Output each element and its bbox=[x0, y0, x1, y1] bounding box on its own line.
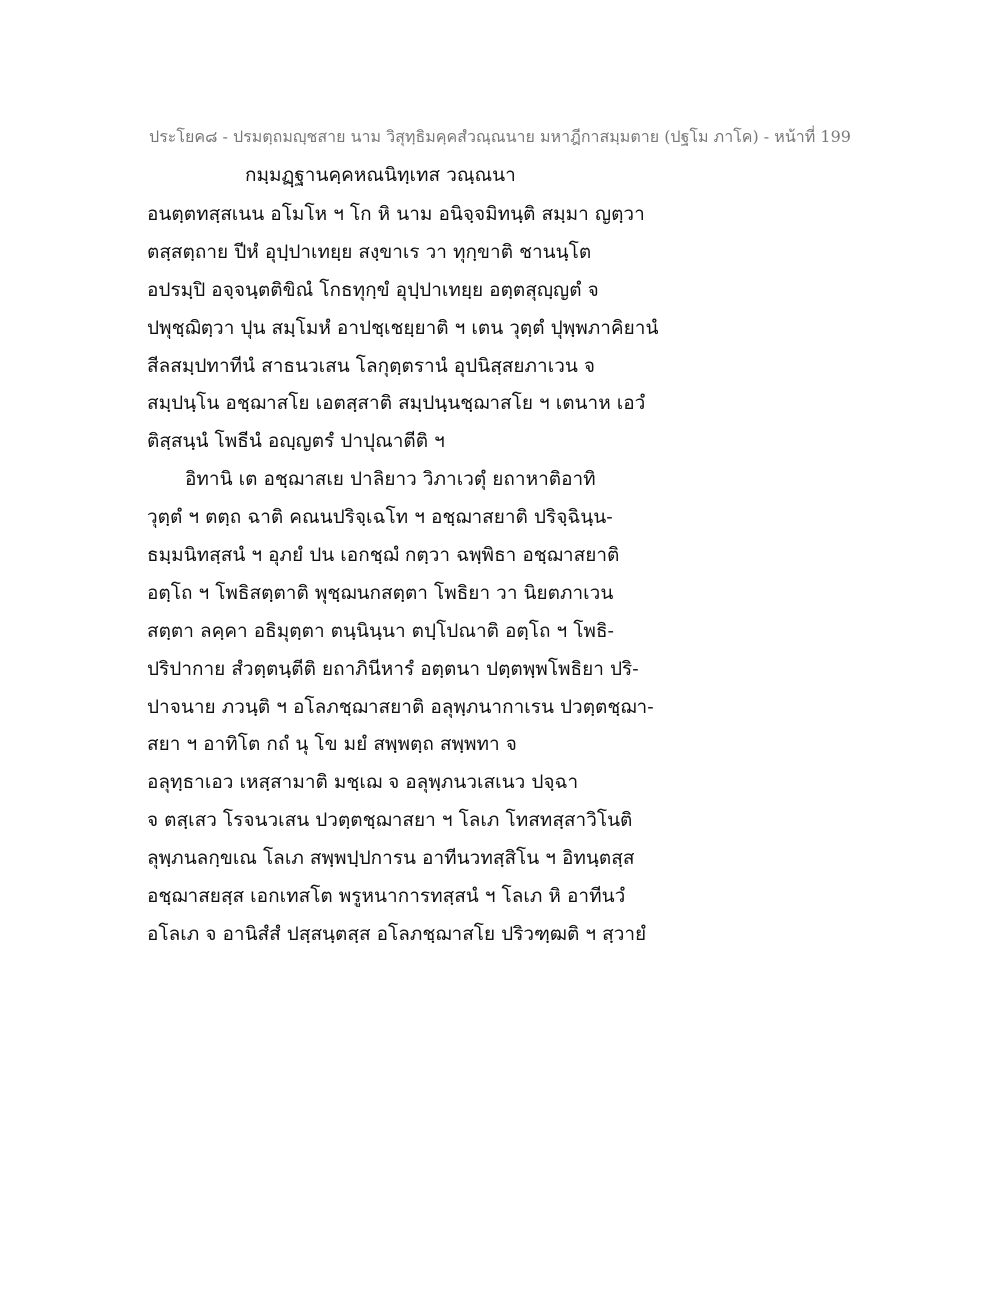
text-line: วุตฺตํ ฯ ตตฺถ ฉาติ คณนปริจฺเฉโท ฯ อชฺฌาสยาติ ปริจฺฉินฺน- bbox=[147, 506, 613, 529]
text-line: อนตฺตทสฺสเนน อโมโห ฯ โก หิ นาม อนิจฺจมิทนฺติ สมฺมา ญตฺวา bbox=[147, 203, 645, 225]
text-line: ปาจนาย ภวนฺติ ฯ อโลภชฺฌาสยาติ อลุพฺภนากาเรน ปวตฺตชฺฌา- bbox=[147, 695, 654, 718]
text-line: ปริปากาย สํวตฺตนฺตีติ ยถาภินีหารํ อตฺตนา ปตฺตพฺพโพธิยา ปริ- bbox=[147, 657, 639, 680]
text-line: ธมฺมนิทสฺสนํ ฯ อุภยํ ปน เอกชฺฌํ กตฺวา ฉพฺพิธา อชฺฌาสยาติ bbox=[147, 544, 620, 567]
text-line: จ ตสฺเสว โรจนวเสน ปวตฺตชฺฌาสยา ฯ โลเภ โทสทสฺสาวิโนติ bbox=[147, 809, 633, 832]
text-line: ลุพฺภนลกฺขเณ โลเภ สพฺพปฺปการน อาทีนวทสฺสิโน ฯ อิทนฺตสฺส bbox=[147, 847, 635, 870]
body-text bbox=[147, 196, 867, 954]
text-line: อปรมฺปิ อจฺจนฺตติขิณํ โกธทุกฺขํ อุปฺปาเทยฺย อตฺตสุญฺญตํ จ bbox=[147, 278, 599, 301]
text-line: สีลสมฺปทาทีนํ สาธนวเสน โลกุตฺตรานํ อุปนิสฺสยภาเวน จ bbox=[147, 354, 596, 377]
text-line: ตสฺสตฺถาย ปีหํ อุปฺปาเทยฺย สงฺขาเร วา ทุกฺขาติ ชานนฺโต bbox=[147, 240, 592, 263]
text-line: อชฺฌาสยสฺส เอกเทสโต พรูหนาการทสฺสนํ ฯ โลเภ หิ อาทีนวํ bbox=[147, 885, 626, 908]
text-line: ติสฺสนฺนํ โพธีนํ อญฺญตรํ ปาปุณาตีติ ฯ bbox=[147, 430, 445, 453]
paragraph-start-line: อิทานิ เต อชฺฌาสเย ปาลิยาว วิภาเวตุํ ยถาหาติอาทิ bbox=[185, 468, 596, 491]
text-line: อโลเภ จ อานิสํสํ ปสฺสนฺตสฺส อโลภชฺฌาสโย ปริวฑฺฒติ ฯ สฺวายํ bbox=[147, 922, 647, 945]
text-line: สมฺปนฺโน อชฺฌาสโย เอตสฺสาติ สมฺปนฺนชฺฌาสโย ฯ เตนาห เอวํ bbox=[147, 392, 646, 415]
text-line: สตฺตา ลคฺคา อธิมุตฺตา ตนฺนินฺนา ตปฺโปณาติ อตฺโถ ฯ โพธิ- bbox=[147, 619, 614, 642]
section-heading: กมฺมฏฺฐานคฺคหณนิทฺเทส วณฺณนา bbox=[245, 164, 516, 186]
text-line: ปพุชฺฌิตฺวา ปุน สมฺโมหํ อาปชฺเชยฺยาติ ฯ เตน วุตฺตํ ปุพฺพภาคิยานํ bbox=[147, 316, 659, 339]
text-line: อลุทฺธาเอว เหสฺสามาติ มชฺเฌ จ อลุพฺภนวเสเนว ปจฺฉา bbox=[147, 771, 579, 794]
page-header: ประโยค๘ - ปรมตฺถมญฺชสาย นาม วิสุทฺธิมคฺคสํวณฺณนาย มหาฎีกาสมฺมตาย (ปฐโม ภาโค) - หน้าที่ 199 bbox=[149, 127, 851, 146]
text-line: สยา ฯ อาทิโต กถํ นุ โข มยํ สพฺพตฺถ สพฺพทา จ bbox=[147, 733, 517, 756]
text-line: อตฺโถ ฯ โพธิสตฺตาติ พุชฺฌนกสตฺตา โพธิยา วา นิยตภาเวน bbox=[147, 581, 614, 604]
